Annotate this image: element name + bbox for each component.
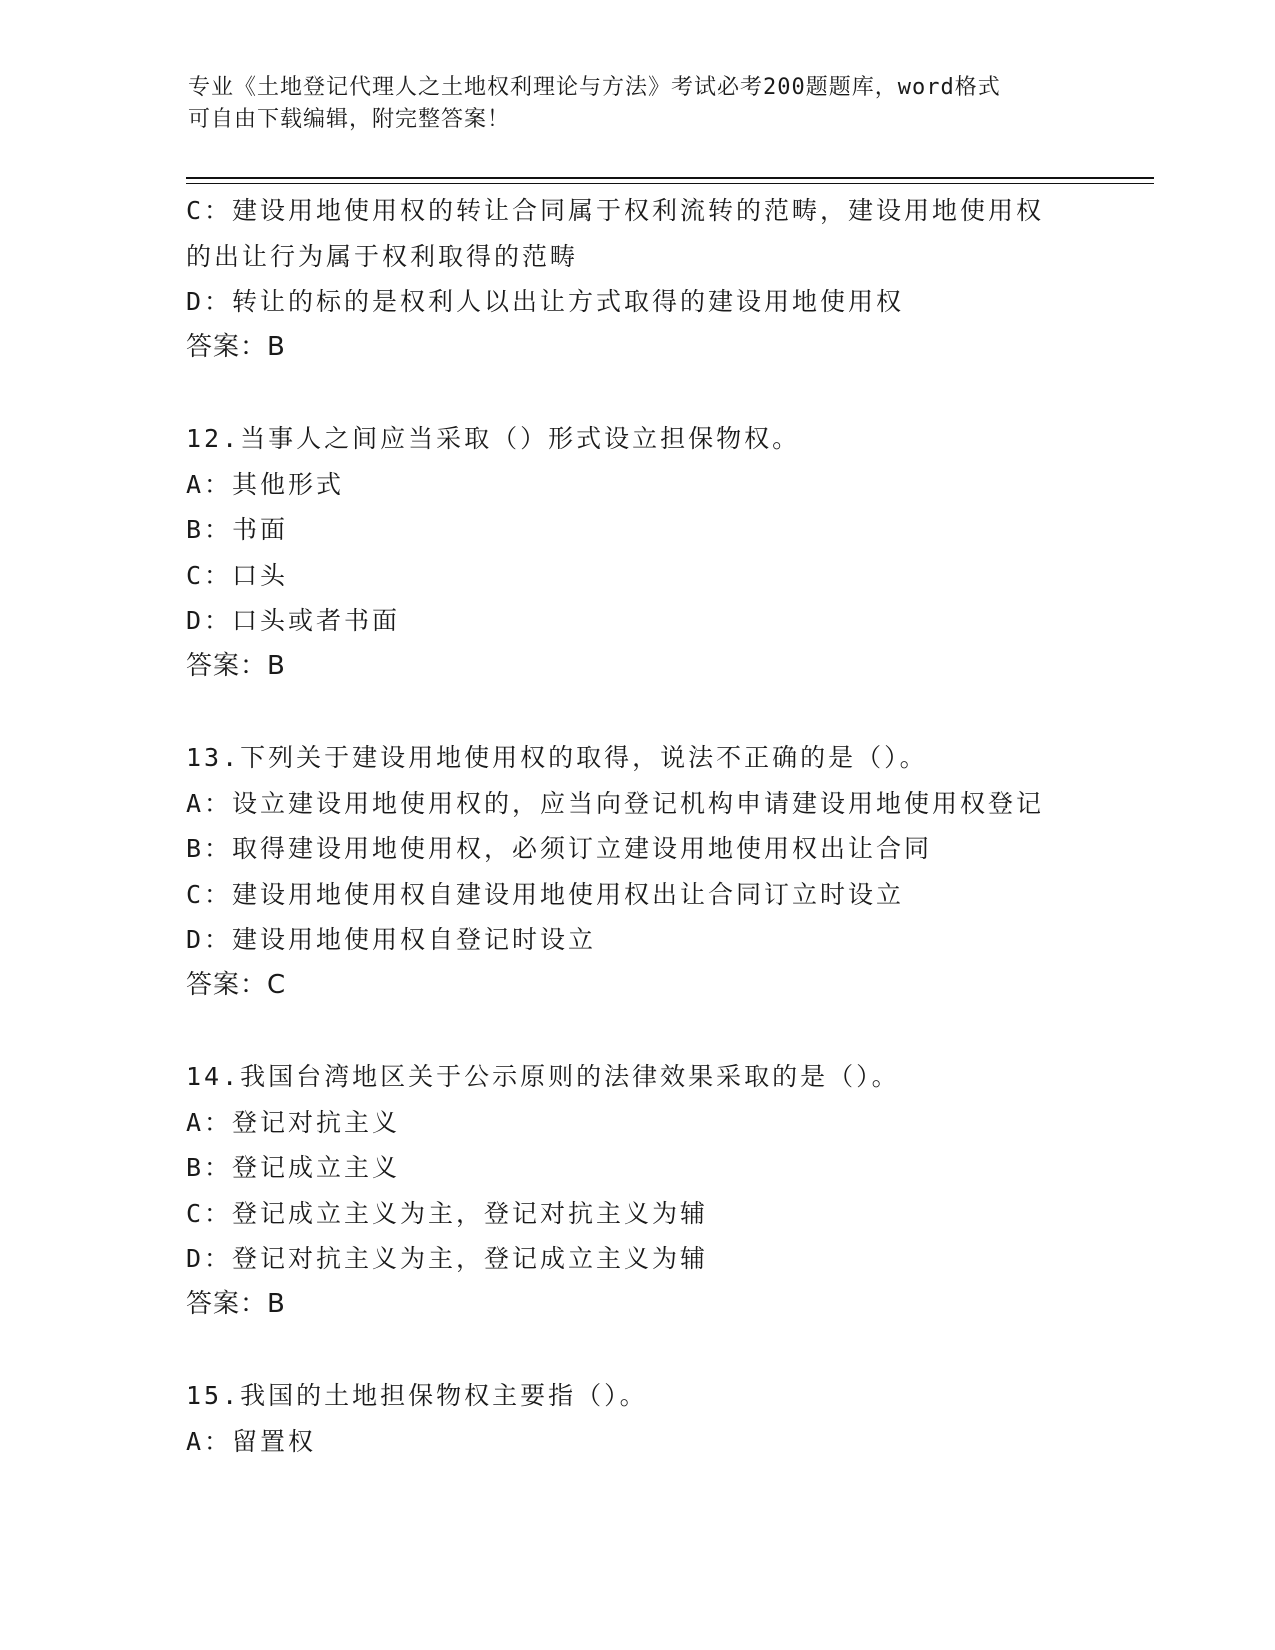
question-title: 12.当事人之间应当采取（）形式设立担保物权。: [186, 424, 801, 453]
option-a: A：设立建设用地使用权的，应当向登记机构申请建设用地使用权登记: [186, 788, 1045, 818]
option-d: D：转让的标的是权利人以出让方式取得的建设用地使用权: [186, 287, 905, 316]
option-a: A：其他形式: [186, 469, 345, 499]
header-rule-thin: [186, 183, 1154, 184]
option-d: D：建设用地使用权自登记时设立: [186, 925, 597, 954]
header-rule-thick: [186, 177, 1154, 179]
question-title: 14.我国台湾地区关于公示原则的法律效果采取的是（）。: [186, 1062, 900, 1091]
option-c-line-2: 的出让行为属于权利取得的范畴: [186, 241, 579, 271]
question-title: 13.下列关于建设用地使用权的取得，说法不正确的是（）。: [186, 743, 928, 772]
option-b: B：取得建设用地使用权，必须订立建设用地使用权出让合同: [186, 834, 933, 863]
option-c: C：口头: [186, 560, 289, 590]
question-15: [186, 1373, 1106, 1464]
question-14: [186, 1054, 1106, 1327]
answer: 答案：C: [186, 969, 287, 1000]
question-12: [186, 416, 1106, 689]
answer: 答案：B: [186, 331, 286, 362]
option-d: D：登记对抗主义为主，登记成立主义为辅: [186, 1244, 709, 1273]
option-c: C：建设用地使用权自建设用地使用权出让合同订立时设立: [186, 879, 905, 909]
answer: 答案：B: [186, 1288, 286, 1319]
option-a: A：留置权: [186, 1426, 317, 1456]
question-title: 15.我国的土地担保物权主要指（）。: [186, 1381, 648, 1410]
option-b: B：登记成立主义: [186, 1153, 401, 1182]
header-line-2: 可自由下载编辑，附完整答案！: [188, 107, 511, 132]
question-list: [186, 188, 1106, 1464]
question-13: [186, 735, 1106, 1008]
option-c-line-1: C：建设用地使用权的转让合同属于权利流转的范畴，建设用地使用权: [186, 196, 1045, 225]
header-line-1: 专业《土地登记代理人之土地权利理论与方法》考试必考200题题库，word格式: [188, 75, 1001, 100]
answer: 答案：B: [186, 650, 286, 681]
option-c: C：登记成立主义为主，登记对抗主义为辅: [186, 1198, 709, 1228]
option-b: B：书面: [186, 515, 289, 544]
document-header: [188, 72, 1088, 136]
option-d: D：口头或者书面: [186, 606, 401, 635]
option-a: A：登记对抗主义: [186, 1107, 401, 1137]
previous-question-tail: [186, 188, 1106, 370]
